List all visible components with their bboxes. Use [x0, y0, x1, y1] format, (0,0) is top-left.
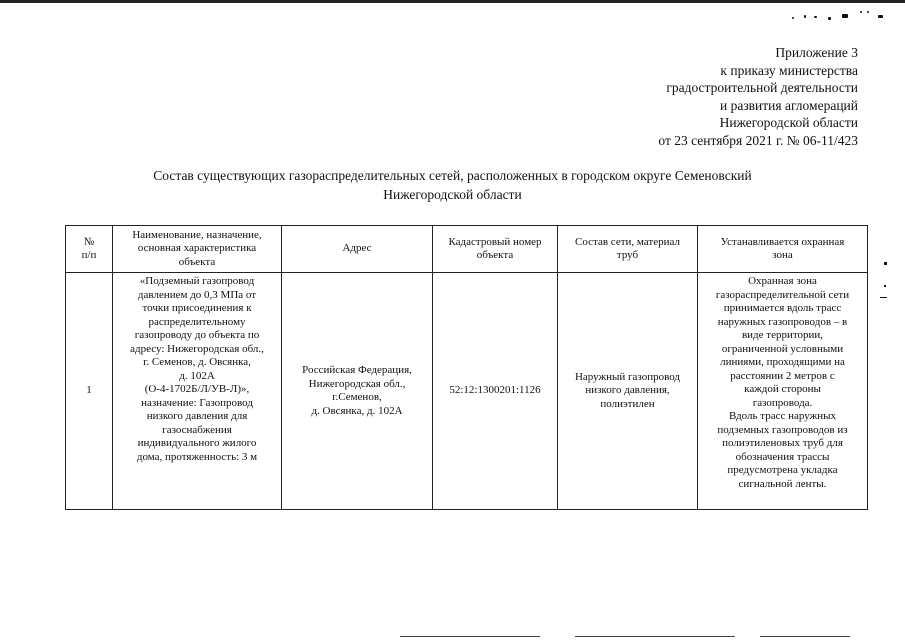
header-network: Состав сети, материал труб	[558, 226, 698, 273]
scan-margin-mark	[884, 262, 887, 265]
cell-cadastral: 52:12:1300201:1126	[433, 273, 558, 510]
scan-bottom-line	[760, 636, 850, 637]
header-number: № п/п	[66, 226, 113, 273]
header-name: Наименование, назначение, основная характеристика объекта	[113, 226, 282, 273]
cell-name: «Подземный газопровод давлением до 0,3 МПа от точки присоединения к распределительному газопроводу до объекта по адресу: Нижегородская обл., г. Семенов, д. Овсянка, д. 102А (О-4-1702Б/Л/УВ-Л)», назначение: Газопровод низкого давления для газоснабжения индивидуального жилого дома, протяженность: 3 м	[113, 273, 282, 510]
document-title-line2: Нижегородской области	[383, 187, 522, 202]
scan-bottom-line	[575, 636, 735, 637]
cell-network: Наружный газопровод низкого давления, полиэтилен	[558, 273, 698, 510]
scan-top-edge	[0, 0, 905, 3]
scan-margin-mark	[884, 285, 886, 287]
header-zone: Устанавливается охранная зона	[698, 226, 868, 273]
cell-number: 1	[66, 273, 113, 510]
table-header-row	[66, 226, 868, 273]
appendix-line: от 23 сентября 2021 г. № 06-11/423	[658, 132, 858, 148]
appendix-line: градостроительной деятельности	[666, 80, 858, 95]
cell-zone: Охранная зона газораспределительной сети принимается вдоль трасс наружных газопроводов – в виде территории, ограниченной условными линиями, проходящими на расстоянии 2 метров с каждой стороны газопровода. Вдоль трасс наружных подземных газопроводов из полиэтиленовых труб для обозначения трассы предусмотрена укладка сигнальной ленты.	[698, 273, 868, 510]
scan-specks	[790, 10, 890, 24]
scan-margin-mark	[880, 297, 887, 298]
scan-bottom-line	[400, 636, 540, 637]
header-cadastral: Кадастровый номер объекта	[433, 226, 558, 273]
appendix-block	[658, 44, 858, 149]
document-title	[100, 166, 805, 204]
document-title-line1: Состав существующих газораспределительных сетей, расположенных в городском округе Семеновский	[153, 168, 752, 183]
appendix-line: Нижегородской области	[719, 115, 858, 130]
header-address: Адрес	[282, 226, 433, 273]
gas-network-table	[65, 225, 868, 510]
table-row	[66, 273, 868, 510]
cell-address: Российская Федерация, Нижегородская обл., г.Семенов, д. Овсянка, д. 102А	[282, 273, 433, 510]
appendix-line: Приложение 3	[775, 45, 858, 60]
appendix-line: и развития агломераций	[719, 97, 858, 113]
appendix-line: к приказу министерства	[720, 62, 858, 78]
